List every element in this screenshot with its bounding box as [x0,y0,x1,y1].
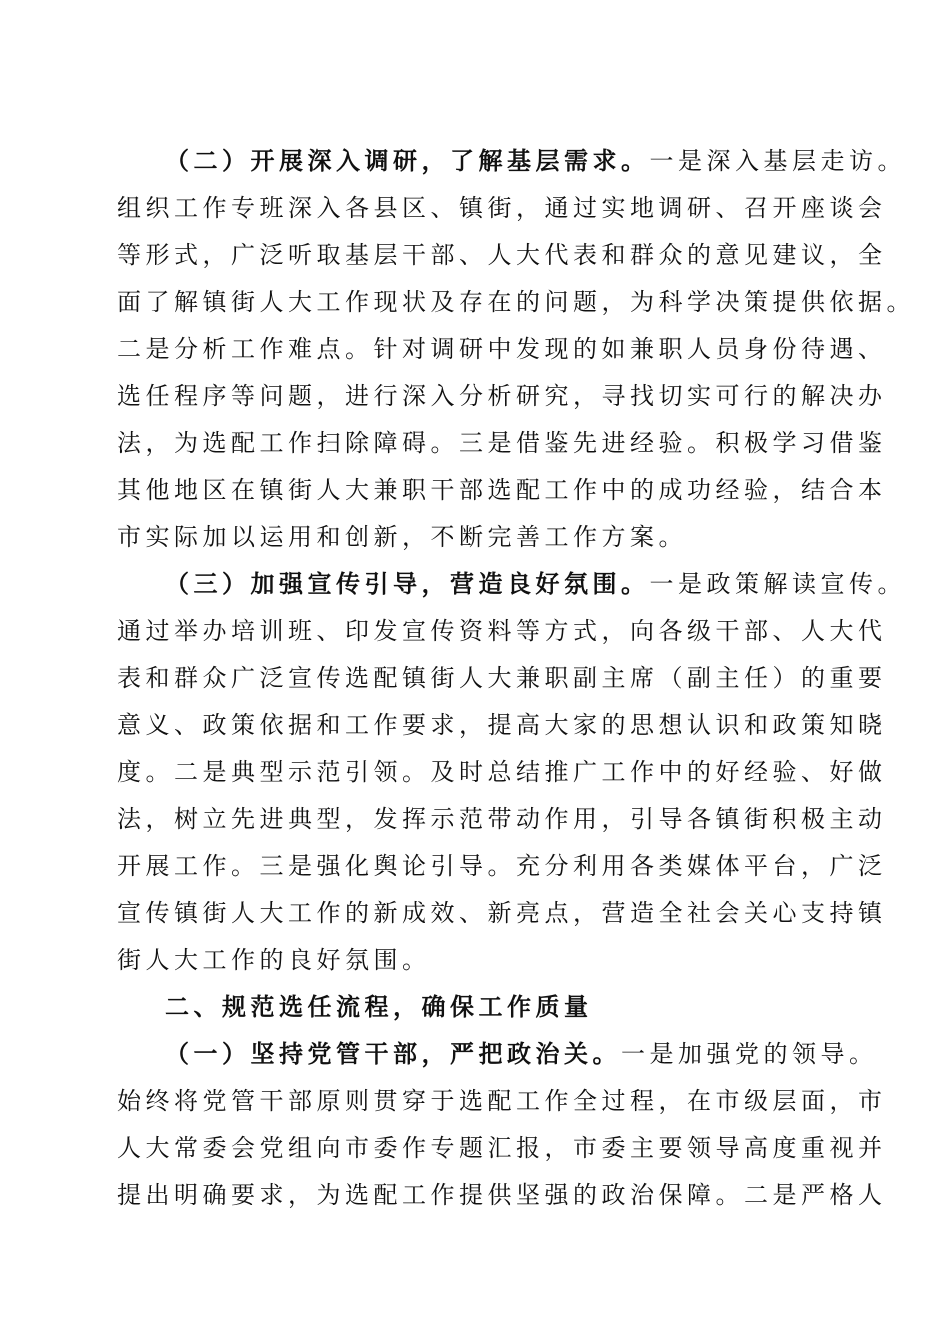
text-line: 度。二是典型示范引领。及时总结推广工作中的好经验、好做 [117,758,887,786]
text-line: 选任程序等问题，进行深入分析研究，寻找切实可行的解决办 [117,382,887,410]
section-heading: 二、规范选任流程，确保工作质量 [165,993,593,1021]
paragraph-2-3-lead: （三）加强宣传引导，营造良好氛围。 [165,569,650,598]
text-line: 始终将党管干部原则贯穿于选配工作全过程，在市级层面，市 [117,1087,887,1115]
text-line: 提出明确要求，为选配工作提供坚强的政治保障。二是严格人 [117,1181,887,1209]
text-line: 市实际加以运用和创新，不断完善工作方案。 [117,523,687,551]
paragraph-3-1-first-line [165,1039,885,1069]
text-line: 开展工作。三是强化舆论引导。充分利用各类媒体平台，广泛 [117,852,887,880]
paragraph-3-1-lead: （一）坚持党管干部，严把政治关。 [165,1039,621,1068]
text-line: 表和群众广泛宣传选配镇街人大兼职副主席（副主任）的重要 [117,664,887,692]
text-line: 法，树立先进典型，发挥示范带动作用，引导各镇街积极主动 [117,805,887,833]
text-line: 等形式，广泛听取基层干部、人大代表和群众的意见建议，全 [117,241,887,269]
text-line: 人大常委会党组向市委作专题汇报，市委主要领导高度重视并 [117,1134,887,1162]
paragraph-2-2-lead: （二）开展深入调研，了解基层需求。 [165,146,650,175]
paragraph-2-3-text: 一是政策解读宣传。 [649,570,906,598]
text-line: 二是分析工作难点。针对调研中发现的如兼职人员身份待遇、 [117,335,887,363]
paragraph-2-2-text: 一是深入基层走访。 [649,147,906,175]
paragraph-2-2-first-line [165,146,906,176]
text-line: 意义、政策依据和工作要求，提高大家的思想认识和政策知晓 [117,711,887,739]
paragraph-2-3-first-line [165,569,906,599]
text-line: 通过举办培训班、印发宣传资料等方式，向各级干部、人大代 [117,617,887,645]
text-line: 其他地区在镇街人大兼职干部选配工作中的成功经验，结合本 [117,476,887,504]
paragraph-3-1-text: 一是加强党的领导。 [621,1040,878,1068]
text-line: 组织工作专班深入各县区、镇街，通过实地调研、召开座谈会 [117,194,887,222]
text-line: 法，为选配工作扫除障碍。三是借鉴先进经验。积极学习借鉴 [117,429,887,457]
text-line: 面了解镇街人大工作现状及存在的问题，为科学决策提供依据。 [117,288,915,316]
text-line: 街人大工作的良好氛围。 [117,946,431,974]
text-line: 宣传镇街人大工作的新成效、新亮点，营造全社会关心支持镇 [117,899,887,927]
